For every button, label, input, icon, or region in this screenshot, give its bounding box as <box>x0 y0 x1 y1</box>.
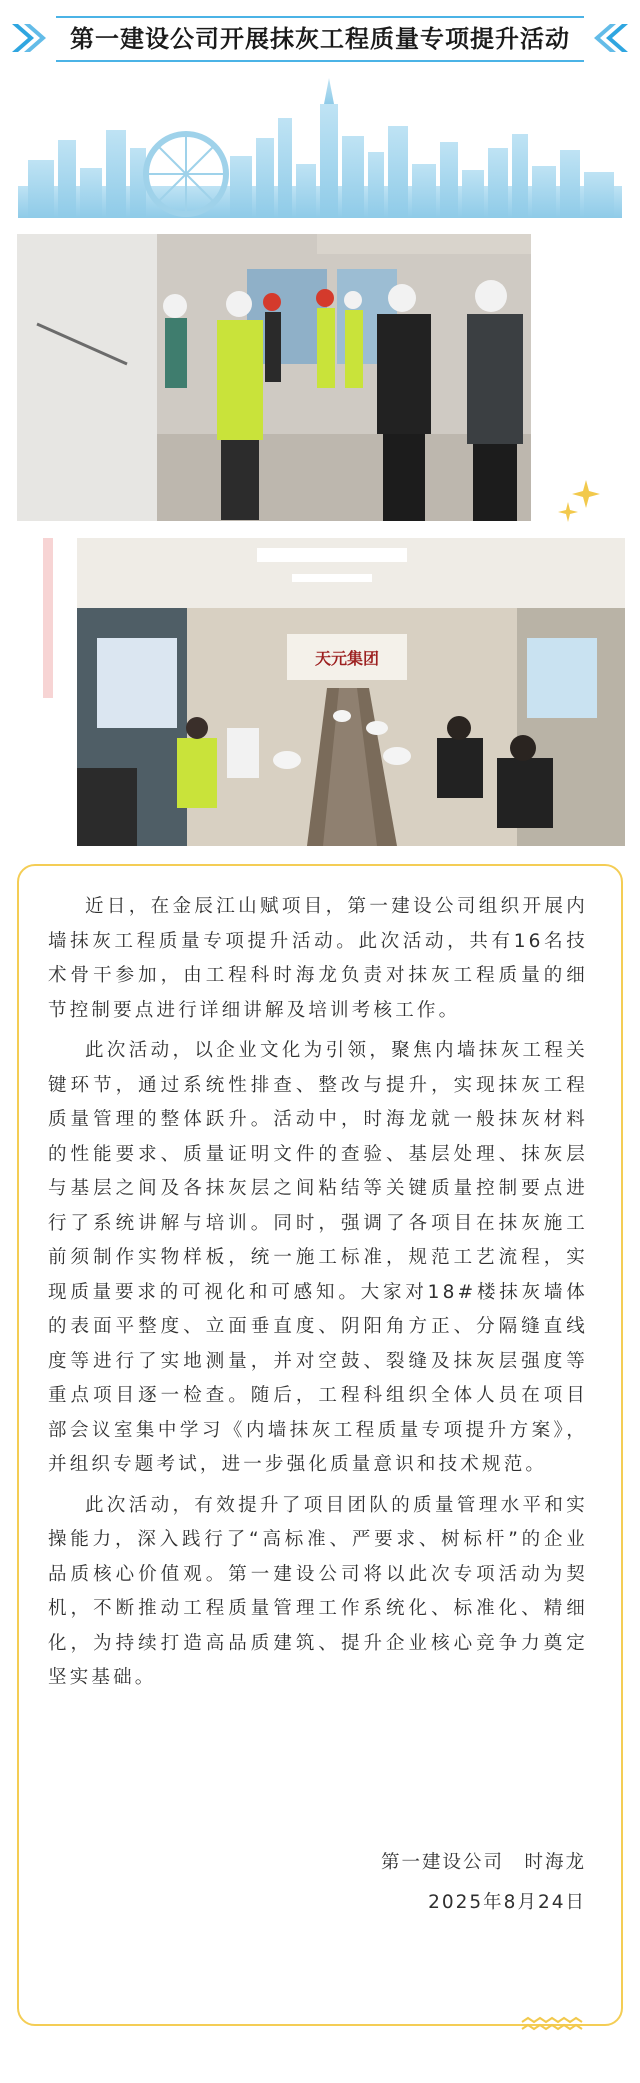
meeting-room-photo <box>77 538 625 846</box>
double-chevron-left-icon <box>594 20 630 56</box>
header-rule-top <box>56 16 584 18</box>
article-author: 第一建设公司 时海龙 <box>380 1852 586 1873</box>
decorative-bar <box>43 538 53 698</box>
city-skyline-illustration <box>18 78 622 218</box>
article-paragraph: 此次活动，以企业文化为引领，聚焦内墙抹灰工程关键环节，通过系统性排查、整改与提升，实现抹灰工程质量管理的整体跃升。活动中，时海龙就一般抹灰材料的性能要求、质量证明文件的查验、基层处理、抹灰层与基层之间及各抹灰层之间粘结等关键质量控制要点进行了系统讲解与培训。同时，强调了各项目在抹灰施工前须制作实物样板，统一施工标准，规范工艺流程，实现质量要求的可视化和可感知。大家对18#楼抹灰墙体的表面平整度、立面垂直度、阴阳角方正、分隔缝直线度等进行了实地测量，并对空鼓、裂缝及抹灰层强度等重点项目逐一检查。随后，工程科组织全体人员在项目部会议室集中学习《内墙抹灰工程质量专项提升方案》，并组织专题考试，进一步强化质量意识和技术规范。 <box>48 1040 588 1475</box>
article-paragraph: 此次活动，有效提升了项目团队的质量管理水平和实操能力，深入践行了“高标准、严要求、树标杆”的企业品质核心价值观。第一建设公司将以此次专项活动为契机，不断推动工程质量管理工作系统化、标准化、精细化，为持续打造高品质建筑、提升企业核心竞争力奠定坚实基础。 <box>48 1494 588 1688</box>
sparkle-icon <box>556 474 604 524</box>
article-body <box>48 890 588 1702</box>
article-header <box>0 0 640 80</box>
double-chevron-right-icon <box>10 20 46 56</box>
article-date: 2025年8月24日 <box>428 1892 586 1913</box>
header-rule-bottom <box>56 60 584 62</box>
site-inspection-photo <box>17 234 531 521</box>
article-paragraph: 近日，在金辰江山赋项目，第一建设公司组织开展内墙抹灰工程质量专项提升活动。此次活动，共有16名技术骨干参加，由工程科时海龙负责对抹灰工程质量的细节控制要点进行详细讲解及培训考核工作。 <box>48 896 588 1021</box>
company-sign: 天元集团 <box>314 649 380 668</box>
page-title: 第一建设公司开展抹灰工程质量专项提升活动 <box>70 25 570 53</box>
wavy-line-icon <box>520 2016 584 2034</box>
